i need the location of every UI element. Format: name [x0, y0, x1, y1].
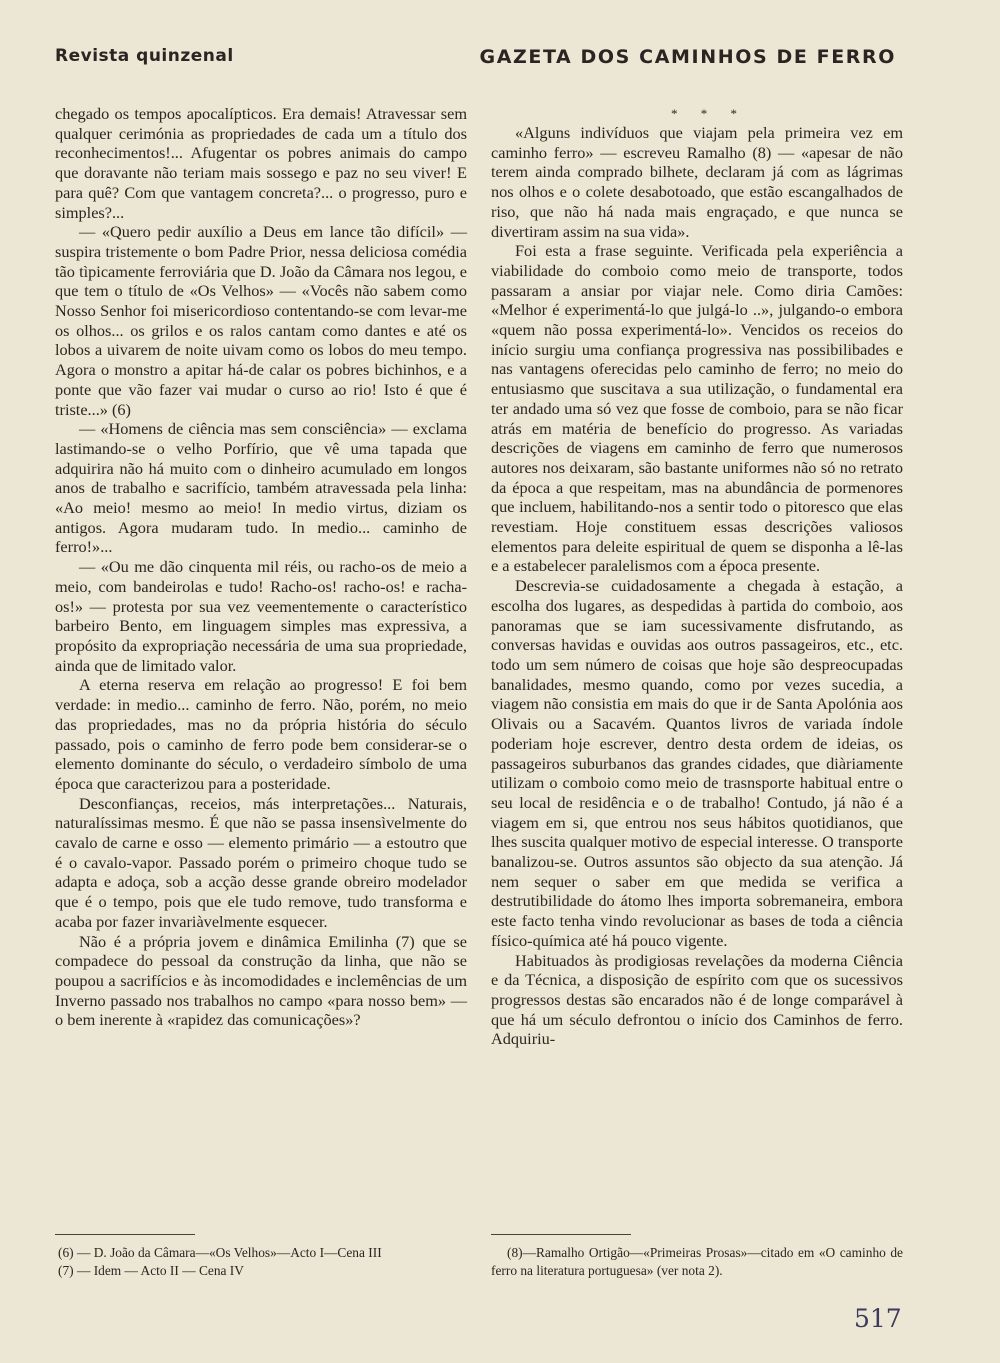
paragraph: chegado os tempos apocalípticos. Era demais! Atravessar sem qualquer cerimónia as propriedades de cada um a título dos reconhecimentos!... Afugentar os pobres animais do campo que doravante não teriam mais sossego e paz no seu viver! E para quê? Com que vantagem concreta?... o progresso, puro e simples?...	[55, 104, 467, 222]
footnote-divider-right	[491, 1234, 631, 1235]
footnote: (8)—Ramalho Ortigão—«Primeiras Prosas»—citado em «O caminho de ferro na literatura portuguesa» (ver nota 2).	[491, 1245, 903, 1278]
page-number: 517	[854, 1304, 902, 1333]
left-text-column	[55, 104, 467, 1030]
footnotes-left	[58, 1244, 458, 1280]
paragraph: Foi esta a frase seguinte. Verificada pela experiência a viabilidade do comboio como meio de transporte, todos passaram a ansiar por viajar nele. Como diria Camões: «Melhor é experimentá-lo que julgá-lo ..», julgando-o embora «quem não possa experimentá-lo». Vencidos os receios do início surgiu uma confiança progressiva nas possibilibades e nas vantagens oferecidas pelo caminho de ferro; no meio do entusiasmo que suscitava a sua utilização, o fundamental era ter andado uma só vez que fosse de comboio, para se não ficar atrás em matéria de benefício do progresso. As variadas descrições de viagens em caminho de ferro que numerosos autores nos deixaram, são bastante uniformes não só no retrato da época a que respeitam, mas na abundância de pormenores que incluem, habilitando-nos a sentir todo o pitoresco que elas revestiam. Hoje constituem essas descrições valiosos elementos para deleite espiritual de quem se disponha a lê-las e a estabelecer paralelismos com a época presente.	[491, 241, 903, 576]
right-text-column	[491, 104, 903, 1049]
section-separator: * * *	[671, 106, 747, 121]
paragraph: A eterna reserva em relação ao progresso! E foi bem verdade: in medio... caminho de ferro. Não, porém, no meio das propriedades, mas no da própria história do século passado, pois o caminho de ferro pode bem considerar-se o elemento dominante do século, o verdadeiro símbolo de uma época que caracterizou para a posteridade.	[55, 675, 467, 793]
paragraph: Descrevia-se cuidadosamente a chegada à estação, a escolha dos lugares, as despedidas à partida do comboio, aos panoramas que se iam sucessivamente disfrutando, as conversas havidas e ouvidas aos outros passageiros, etc., etc. todo um sem número de coisas que hoje são despreocupadas banalidades, mesmo quando, como por vezes sucedia, a viagem não consistia em mais do que ir de Santa Apolónia aos Olivais ou a Sacavém. Quantos livros de variada índole poderiam hoje escrever, dentro desta ordem de ideias, os passageiros suburbanos das grandes cidades, que diàriamente utilizam o comboio como meio de trasnsporte habitual entre o seu local de residência e o de trabalho! Contudo, já não é a viagem em si, que entrou nos seus hábitos quotidianos, que lhes suscita qualquer motivo de especial interesse. O transporte banalizou-se. Outros assuntos são objecto da sua atenção. Já nem sequer o saber em que medida se verifica a destrutibilidade do átomo lhes importa sobremaneira, embora este facto tenha vindo revolucionar as bases de toda a ciência físico-química até há pouco vigente.	[491, 576, 903, 950]
footnote: (7) — Idem — Acto II — Cena IV	[58, 1263, 244, 1278]
paragraph: — «Quero pedir auxílio a Deus em lance tão difícil» — suspira tristemente o bom Padre Prior, nessa deliciosa comédia tão tìpicamente ferroviária que D. João da Câmara nos legou, e que tem o título de «Os Velhos» — «Vocês não sabem como Nosso Senhor foi misericordioso contentando-se com levar-me os olhos... os grilos e os ralos cantam como dantes e até os lobos a uivarem de noite uivam como os lobos do meu tempo. Agora o monstro a apitar há-de calar os pobres bichinhos, e a ponte que vão fazer vai mudar o curso ao rio! Isto é que é triste...» (6)	[55, 222, 467, 419]
paragraph: — «Ou me dão cinquenta mil réis, ou racho-os de meio a meio, com bandeirolas e tudo! Racho-os! racho-os! e racha-os!» — protesta por sua vez veementemente o característico barbeiro Bento, em linguagem simples mas expressiva, a propósito da expropriação necessária de uma sua propriedade, ainda que de limitado valor.	[55, 557, 467, 675]
running-header-left: Revista quinzenal	[55, 46, 234, 66]
running-header-right: GAZETA DOS CAMINHOS DE FERRO	[479, 46, 896, 68]
paragraph: Desconfianças, receios, más interpretações... Naturais, naturalíssimas mesmo. É que não se passa insensìvelmente do cavalo de carne e osso — elemento primário — a estoutro que é o cavalo-vapor. Passado porém o primeiro choque tudo se adapta e adoça, sob a acção desse grande obreiro modelador que é o tempo, pois que ele tudo remove, tudo transforma e acaba por fazer invariàvelmente esquecer.	[55, 793, 467, 931]
paragraph: Habituados às prodigiosas revelações da moderna Ciência e da Técnica, a disposição de espírito com que os sucessivos progressos destas são encarados não é de longe comparável à que há um século defrontou o início dos Caminhos de ferro. Adquiriu-	[491, 950, 903, 1049]
footnote-divider-left	[55, 1234, 195, 1235]
paragraph: Não é a própria jovem e dinâmica Emilinha (7) que se compadece do pessoal da construção da linha, que não se poupou a sacrifícios e às incomodidades e inclemências de um Inverno passado nos trabalhos no campo «para nosso bem» — o bem inerente à «rapidez das comunicações»?	[55, 931, 467, 1030]
paragraph: — «Homens de ciência mas sem consciência» — exclama lastimando-se o velho Porfírio, que vê uma tapada que adquirira não há muito com o dinheiro acumulado em longos anos de trabalho e sacrifício, também atravessada pela linha: «Ao meio! mesmo ao meio! In medio virtus, diziam os antigos. Agora mudaram tudo. In medio... caminho de ferro!»...	[55, 419, 467, 557]
footnotes-right	[491, 1244, 903, 1280]
footnote: (6) — D. João da Câmara—«Os Velhos»—Acto I—Cena III	[58, 1245, 382, 1260]
paragraph: «Alguns indivíduos que viajam pela primeira vez em caminho ferro» — escreveu Ramalho (8) — «apesar de não terem ainda comprado bilhete, declaram já com as lágrimas nos olhos e o colete desabotoado, que estão escangalhados de riso, que não há nada mais engraçado, e que nunca se divertiram assim na sua vida».	[491, 123, 903, 241]
